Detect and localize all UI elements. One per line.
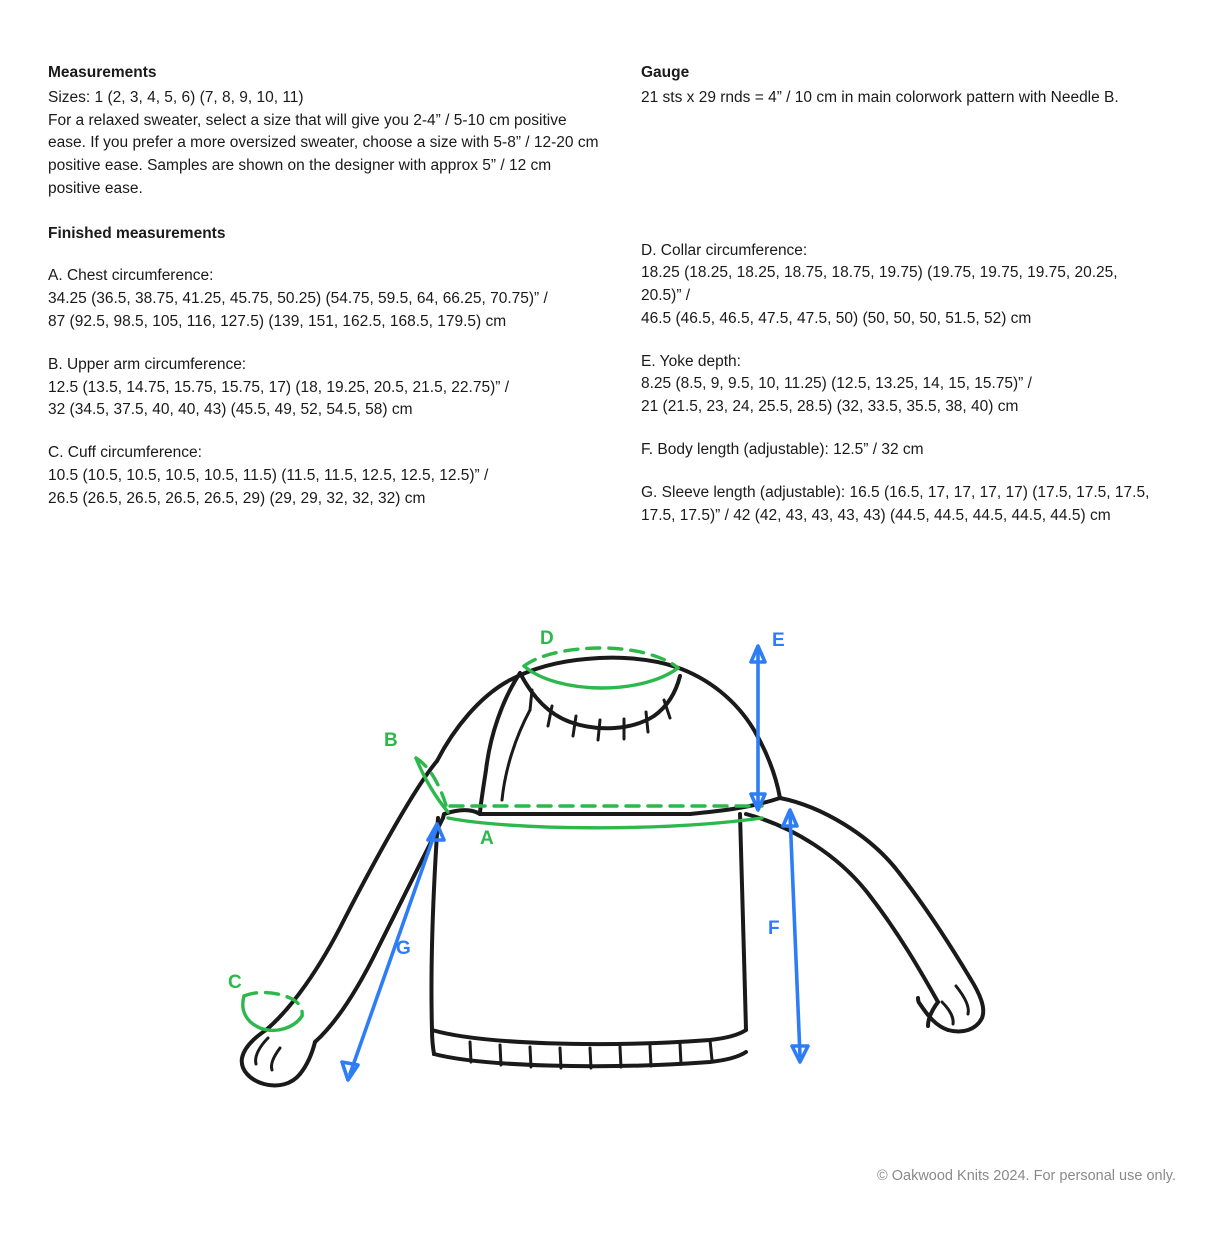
label-e: E <box>772 630 785 651</box>
measurement-item-b <box>48 354 608 422</box>
measurements-heading: Measurements <box>48 64 157 81</box>
gauge-text: 21 sts x 29 rnds = 4” / 10 cm in main colorwork pattern with Needle B. <box>641 88 1119 106</box>
spacer <box>48 422 608 442</box>
spacer <box>48 201 608 223</box>
measurement-label: E. Yoke depth: <box>641 352 741 370</box>
measurement-cm: 32 (34.5, 37.5, 40, 40, 43) (45.5, 49, 52, 54.5, 58) cm <box>48 401 413 419</box>
footer-copyright: © Oakwood Knits 2024. For personal use only. <box>877 1168 1176 1184</box>
sweater-schematic-diagram <box>180 618 1020 1118</box>
measurement-label: A. Chest circumference: <box>48 267 214 285</box>
measurement-label: C. Cuff circumference: <box>48 444 202 462</box>
measurement-item-e <box>641 351 1161 419</box>
spacer <box>48 334 608 354</box>
measurement-label: B. Upper arm circumference: <box>48 355 247 373</box>
measurement-item-d <box>641 240 1161 331</box>
spacer <box>641 110 1161 240</box>
label-g: G <box>396 938 411 959</box>
measurement-label: G. Sleeve length (adjustable): 16.5 (16.5, 17, 17, 17, 17) (17.5, 17.5, 17.5, 17.5, 17.5)” / 42 (42, 43, 43, 43, 43) (44.5, 44.5, 44.5, 44.5, 44.5) cm <box>641 483 1150 524</box>
measurement-label: F. Body length (adjustable): 12.5” / 32 cm <box>641 441 924 459</box>
measurement-inches: 10.5 (10.5, 10.5, 10.5, 10.5, 11.5) (11.5, 11.5, 12.5, 12.5, 12.5)” / <box>48 466 489 484</box>
measurement-cm: 21 (21.5, 23, 24, 25.5, 28.5) (32, 33.5, 35.5, 38, 40) cm <box>641 398 1019 416</box>
measurement-cm: 87 (92.5, 98.5, 105, 116, 127.5) (139, 151, 162.5, 168.5, 179.5) cm <box>48 313 507 331</box>
label-c: C <box>228 972 242 993</box>
label-a: A <box>480 828 494 849</box>
measurement-item-f <box>641 439 1161 462</box>
sizes-line: Sizes: 1 (2, 3, 4, 5, 6) (7, 8, 9, 10, 11) <box>48 88 304 106</box>
ease-note: For a relaxed sweater, select a size that will give you 2-4” / 5-10 cm positive ease. If you prefer a more oversized sweater, choose a size with 5-8” / 12-20 cm positive ease. Samples are shown on the designer with approx 5” / 12 cm positive ease. <box>48 111 599 197</box>
label-d: D <box>540 628 554 649</box>
measurement-inches: 8.25 (8.5, 9, 9.5, 10, 11.25) (12.5, 13.25, 14, 15, 15.75)” / <box>641 375 1032 393</box>
label-f: F <box>768 918 780 939</box>
measurement-inches: 12.5 (13.5, 14.75, 15.75, 15.75, 17) (18, 19.25, 20.5, 21.5, 22.75)” / <box>48 378 510 396</box>
label-b: B <box>384 730 398 751</box>
spacer <box>641 419 1161 439</box>
measurement-inches: 34.25 (36.5, 38.75, 41.25, 45.75, 50.25) (54.75, 59.5, 64, 66.25, 70.75)” / <box>48 290 548 308</box>
spacer <box>641 462 1161 482</box>
gauge-column <box>641 62 1161 527</box>
measurement-label: D. Collar circumference: <box>641 241 808 259</box>
measurement-item-a <box>48 265 608 333</box>
measurement-item-c <box>48 442 608 510</box>
gauge-heading: Gauge <box>641 64 690 81</box>
measurement-inches: 18.25 (18.25, 18.25, 18.75, 18.75, 19.75) (19.75, 19.75, 19.75, 20.25, 20.5)” / <box>641 264 1118 305</box>
measurements-column <box>48 62 608 511</box>
measurement-cm: 26.5 (26.5, 26.5, 26.5, 26.5, 29) (29, 29, 32, 32, 32) cm <box>48 489 426 507</box>
finished-measurements-heading: Finished measurements <box>48 224 226 242</box>
spacer <box>641 331 1161 351</box>
measurement-item-g <box>641 482 1161 528</box>
measurement-cm: 46.5 (46.5, 46.5, 47.5, 47.5, 50) (50, 50, 50, 51.5, 52) cm <box>641 309 1032 327</box>
spacer <box>48 245 608 265</box>
sweater-drawing <box>180 618 1020 1118</box>
